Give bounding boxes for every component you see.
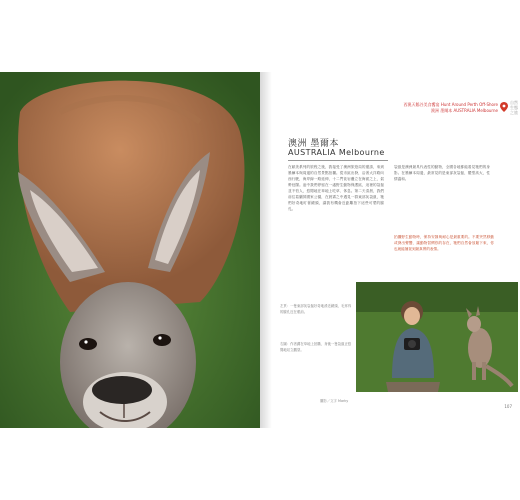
article-title-zh: 澳洲 墨爾本	[288, 139, 339, 149]
running-head-line2: 澳洲 墨爾本 AUSTRALIA Melbourne	[430, 108, 498, 113]
right-page	[272, 72, 520, 428]
kangaroo-closeup-photo	[0, 72, 260, 428]
page-number: 107	[504, 404, 512, 409]
side-tab: 自然生態之旅	[510, 100, 518, 115]
magazine-spread	[0, 72, 520, 428]
photographer-illustration	[356, 282, 518, 392]
highlight-paragraph: 拍攝野生動物時，保持安靜與耐心是最重要的。不要突然移動或發出聲響，讓動物習慣你的存在，牠們自然會放鬆下來，你也就能捕捉到最真實的表情。	[394, 235, 494, 251]
running-head	[358, 102, 498, 114]
photo-credit: 攝影／文字 Marky	[320, 399, 349, 403]
body-column-2: 袋鼠是澳洲最具代表性的動物，全國各地都能看見牠們的身影。在墨爾本周邊，最常見的是東部灰袋鼠，體型高大，性情溫和。	[394, 165, 490, 181]
running-head-line1: 西澳天鵝谷美食饗宴 Hunt Around Perth Off-Shore	[403, 102, 498, 107]
caption-left-photo: 左頁：一隻東部灰袋鼠好奇地湊近鏡頭，毛茸茸的臉孔近在眼前。	[280, 304, 352, 314]
body-column-1: 在歐美系列的旅程之後，我接受了澳洲旅遊局的邀請，來到墨爾本與周邊的自然景點拍攝。從市區出發，沿著大洋路向西行駛，海岸線一路延伸，十二門徒岩矗立在海面之上，氣勢壯闊。途中我們停留在一處野生動物保護區，這裡的袋鼠並不怕人，悠閒地在草地上吃草、休息。第二天清晨，我們前往葛蘭屏國家公園，在晨霧之中遇見一群東部灰袋鼠，牠們好奇地盯著鏡頭，讓我有機會近距離拍下這些可愛的臉孔。	[288, 165, 384, 211]
caption-right-photo: 右圖：作者蹲在草地上拍攝，身後一隻袋鼠正悠閒地站立觀望。	[280, 342, 352, 352]
map-pin-icon	[500, 102, 508, 112]
photographer-with-kangaroo-photo	[356, 282, 518, 392]
kangaroo-illustration	[0, 72, 260, 428]
article-title-en: AUSTRALIA Melbourne	[288, 148, 385, 157]
page-gutter	[260, 72, 272, 428]
title-divider	[288, 160, 388, 161]
